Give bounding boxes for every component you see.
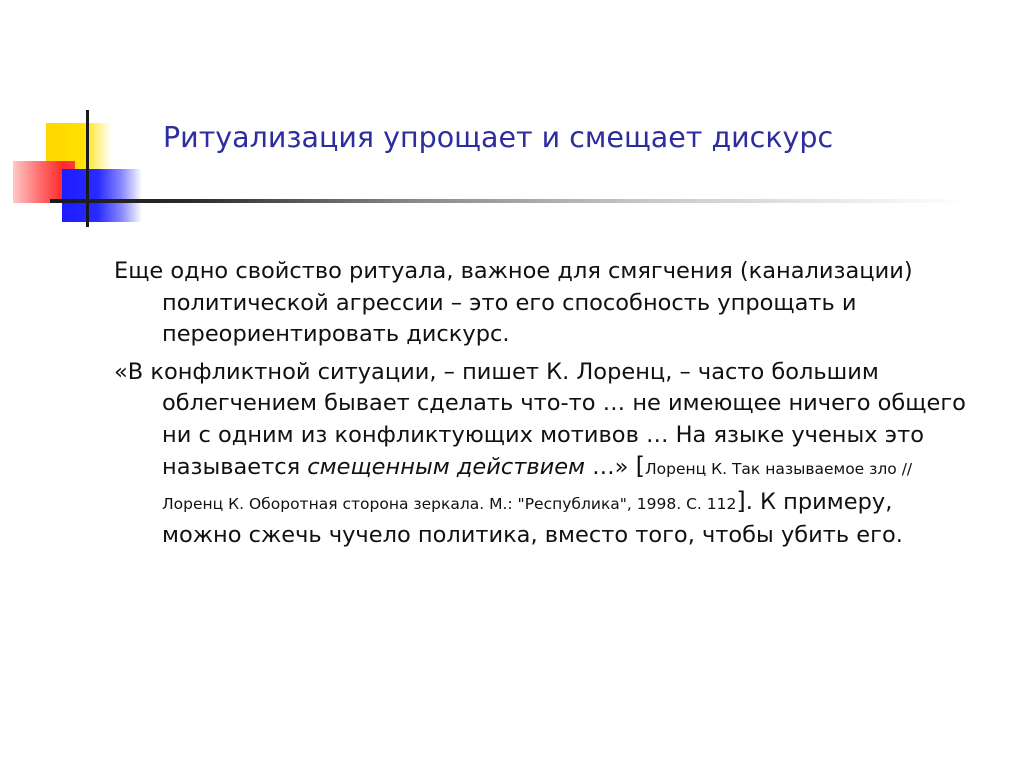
quote-ending: …» bbox=[585, 454, 636, 480]
title-underline bbox=[50, 199, 970, 203]
reference-close-bracket: ] bbox=[736, 486, 746, 515]
paragraph-text: Еще одно свойство ритуала, важное для смягчения (канализации) политической агрессии – это его способность упрощать и переориентировать дискурс. bbox=[114, 258, 913, 347]
decor-vertical-line bbox=[86, 110, 89, 227]
paragraph-lorenz-quote bbox=[114, 357, 974, 552]
reference-citation: Лоренц К. Так называемое зло // Лоренц К. Оборотная сторона зеркала. М.: "Республика", 1998. С. 112 bbox=[162, 460, 913, 513]
example-text: . К примеру, можно сжечь чучело политика, вместо того, чтобы убить его. bbox=[162, 488, 903, 548]
reference-open-bracket: [ bbox=[635, 452, 645, 480]
decor-blue-square bbox=[62, 169, 142, 222]
slide-body bbox=[114, 256, 974, 558]
quote-term: смещенным действием bbox=[307, 454, 586, 480]
slide-title: Ритуализация упрощает и смещает дискурс bbox=[163, 121, 834, 154]
paragraph-ritual-property bbox=[114, 256, 974, 351]
quote-text: «В конфликтной ситуации, – пишет К. Лоренц, – часто большим облегчением бывает сделать что-то … не имеющее ничего общего ни с одним из конфликтующих мотивов … На языке ученых это называется bbox=[114, 358, 966, 480]
